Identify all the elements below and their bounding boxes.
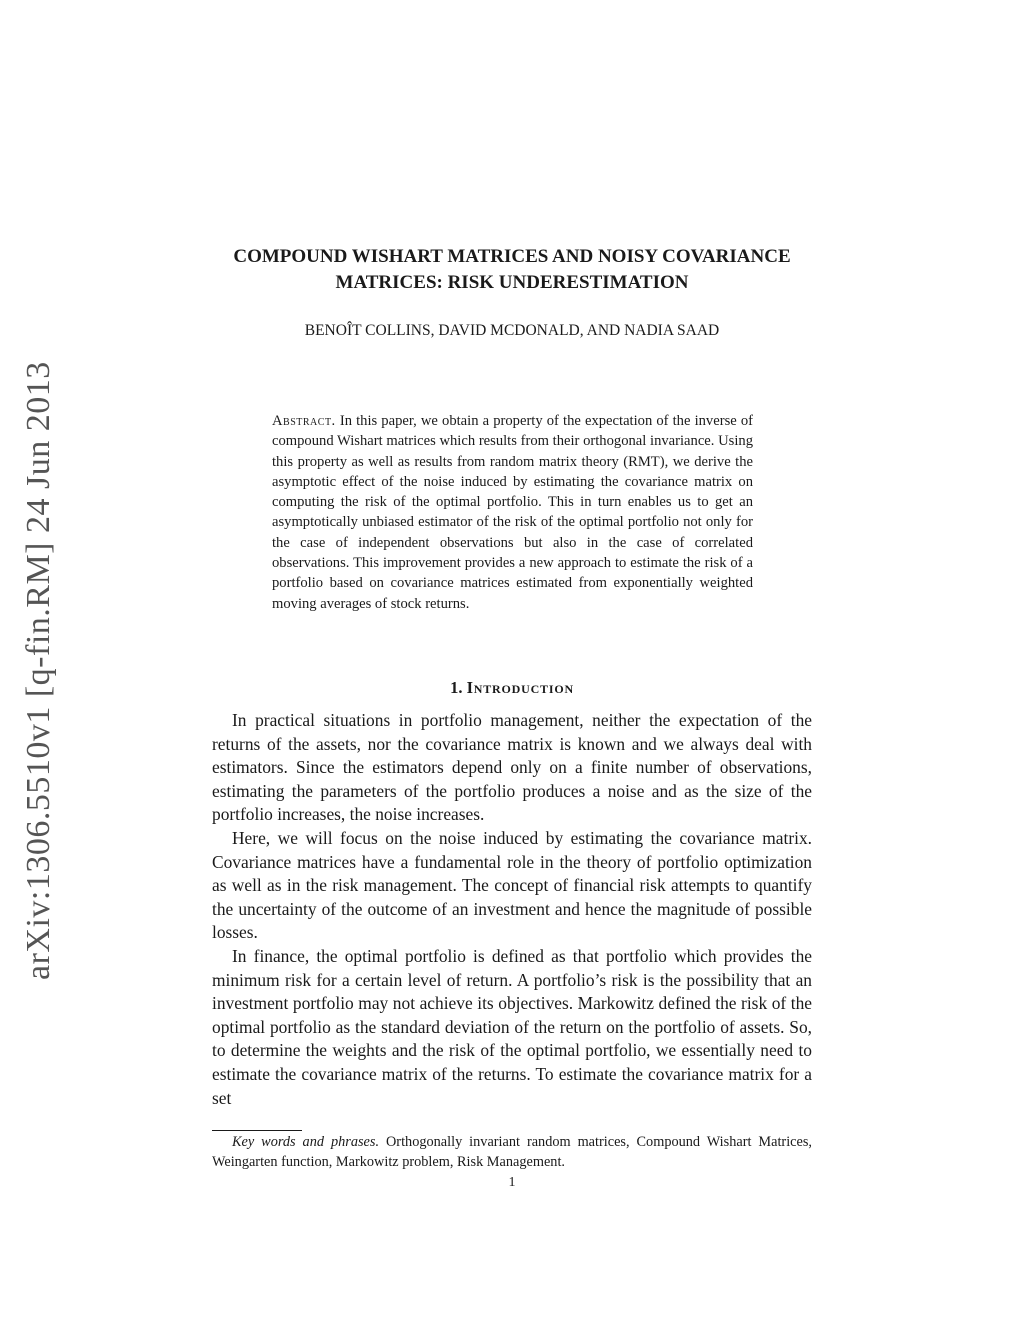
paper-title-line-2: MATRICES: RISK UNDERESTIMATION [335, 272, 689, 293]
section-number: 1. [450, 678, 463, 697]
abstract [272, 411, 753, 614]
footnote-text: Orthogonally invariant random matrices, Compound Wishart Matrices, Weingarten function, Markowitz problem, Risk Management. [212, 1134, 812, 1170]
footnote-label: Key words and phrases. [232, 1134, 380, 1150]
footnote-rule [212, 1130, 302, 1131]
footnote [212, 1132, 812, 1172]
author-list: BENOÎT COLLINS, DAVID MCDONALD, AND NADIA SAAD [304, 322, 720, 339]
paragraph-1: In practical situations in portfolio management, neither the expectation of the returns of the assets, nor the covariance matrix is known and we always deal with estimators. Since the estimators depend only on a finite number of observations, estimating the parameters of the portfolio produces a noise and as the size of the portfolio increases, the noise increases. [212, 710, 812, 825]
paragraph-2: Here, we will focus on the noise induced by estimating the covariance matrix. Covariance matrices have a fundamental role in the theory of portfolio optimization as well as in the risk management. The concept of financial risk attempts to quantify the uncertainty of the outcome of an investment and hence the magnitude of possible losses. [212, 827, 812, 943]
section-heading [212, 676, 812, 700]
paper-title-line-1: COMPOUND WISHART MATRICES AND NOISY COVARIANCE [233, 246, 791, 267]
paragraph-3: In finance, the optimal portfolio is defined as that portfolio which provides the minimum risk for a certain level of return. A portfolio’s risk is the possibility that an investment portfolio may not achieve its objectives. Markowitz defined the risk of the optimal portfolio as the standard deviation of the return on the portfolio of assets. So, to determine the weights and the risk of the optimal portfolio, we essentially need to estimate the covariance matrix of the returns. To estimate the covariance matrix for a set [212, 945, 812, 1108]
arxiv-margin-stamp: arXiv:1306.5510v1 [q-fin.RM] 24 Jun 2013 [20, 361, 57, 980]
section-title: Introduction [466, 678, 574, 697]
section-body [212, 709, 812, 1110]
paper-title [180, 244, 844, 296]
abstract-text: In this paper, we obtain a property of the expectation of the inverse of compound Wishart matrices which results from their orthogonal invariance. Using this property as well as results from random matrix theory (RMT), we derive the asymptotic effect of the noise induced by estimating the covariance matrix on computing the risk of the optimal portfolio. This in turn enables us to get an asymptotically unbiased estimator of the risk of the optimal portfolio not only for the case of independent observations but also in the case of correlated observations. This improvement provides a new approach to estimate the risk of a portfolio based on covariance matrices estimated from exponentially weighted moving averages of stock returns. [272, 413, 753, 612]
page-number: 1 [508, 1175, 516, 1190]
abstract-heading: Abstract. [272, 413, 336, 429]
